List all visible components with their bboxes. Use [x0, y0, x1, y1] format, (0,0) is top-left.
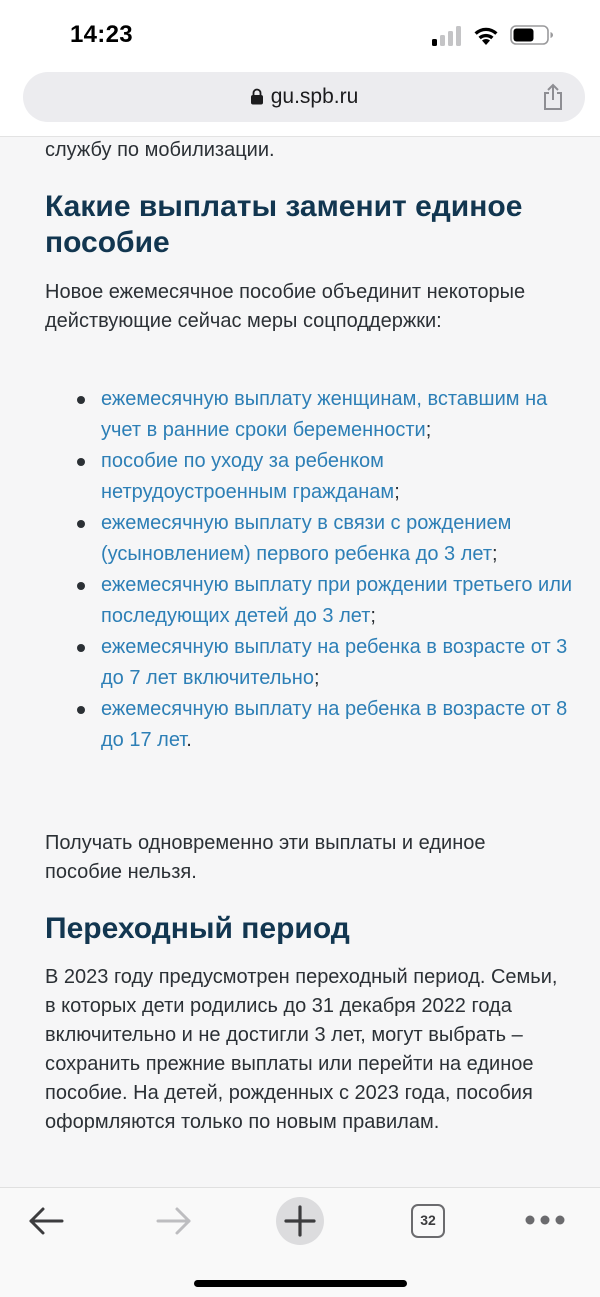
section-heading-payments: Какие выплаты заменит единое пособие [45, 190, 523, 259]
plus-icon [276, 1197, 324, 1245]
status-bar [0, 0, 600, 70]
list-item-link[interactable]: ежемесячную выплату на ребенка в возрасте от 3 до 7 лет включительно [101, 636, 568, 689]
intro-paragraph: Новое ежемесячное пособие объединит некоторые действующие сейчас меры соцподдержки: [45, 281, 526, 332]
battery-icon [510, 25, 554, 45]
cellular-signal-icon [432, 26, 464, 46]
browser-toolbar [0, 1187, 600, 1297]
list-item: ежемесячную выплату на ребенка в возрасте от 8 до 17 лет. [45, 694, 575, 756]
list-item: ежемесячную выплату на ребенка в возрасте от 3 до 7 лет включительно; [45, 632, 575, 694]
list-item-link[interactable]: ежемесячную выплату при рождении третьего или последующих детей до 3 лет [101, 574, 573, 627]
lock-icon [250, 88, 264, 105]
list-item-link[interactable]: ежемесячную выплату женщинам, вставшим на учет в ранние сроки беременности [101, 388, 548, 441]
section-heading-transition: Переходный период [45, 912, 350, 945]
new-tab-button[interactable] [276, 1197, 324, 1245]
note-paragraph: Получать одновременно эти выплаты и единое пособие нельзя. [45, 832, 486, 883]
status-time: 14:23 [70, 21, 133, 48]
list-item: ежемесячную выплату при рождении третьего или последующих детей до 3 лет; [45, 570, 575, 632]
browser-address-area [0, 70, 600, 137]
wifi-icon [472, 24, 500, 46]
list-item-link[interactable]: ежемесячную выплату на ребенка в возрасте от 8 до 17 лет [101, 698, 568, 751]
list-item-link[interactable]: ежемесячную выплату в связи с рождением (усыновлением) первого ребенка до 3 лет [101, 512, 512, 565]
ellipsis-icon[interactable] [525, 1212, 565, 1228]
transition-paragraph: В 2023 году предусмотрен переходный период. Семьи, в которых дети родились до 31 декабря 2022 года включительно и не достигли 3 лет, могут выбрать – сохранить прежние выплаты или перейти на единое пособие. На детей, рожденных с 2023 года, пособия оформляются только по новым правилам. [45, 966, 558, 1133]
home-indicator[interactable] [194, 1280, 407, 1287]
tabs-count-button[interactable]: 32 [411, 1204, 445, 1238]
list-item: ежемесячную выплату в связи с рождением (усыновлением) первого ребенка до 3 лет; [45, 508, 575, 570]
url-display[interactable] [23, 85, 585, 109]
url-text: gu.spb.ru [270, 85, 359, 108]
web-content[interactable] [0, 137, 600, 1187]
list-item: ежемесячную выплату женщинам, вставшим на учет в ранние сроки беременности; [45, 384, 575, 446]
arrow-left-icon[interactable] [27, 1204, 65, 1238]
address-bar[interactable] [23, 72, 585, 122]
paragraph-fragment: службу по мобилизации. [45, 139, 275, 161]
replaced-payments-list [45, 384, 575, 756]
list-item-link[interactable]: пособие по уходу за ребенком нетрудоустроенным гражданам [101, 450, 395, 503]
arrow-right-icon[interactable] [155, 1204, 193, 1238]
share-icon[interactable] [541, 83, 565, 111]
list-item: пособие по уходу за ребенком нетрудоустроенным гражданам; [45, 446, 575, 508]
